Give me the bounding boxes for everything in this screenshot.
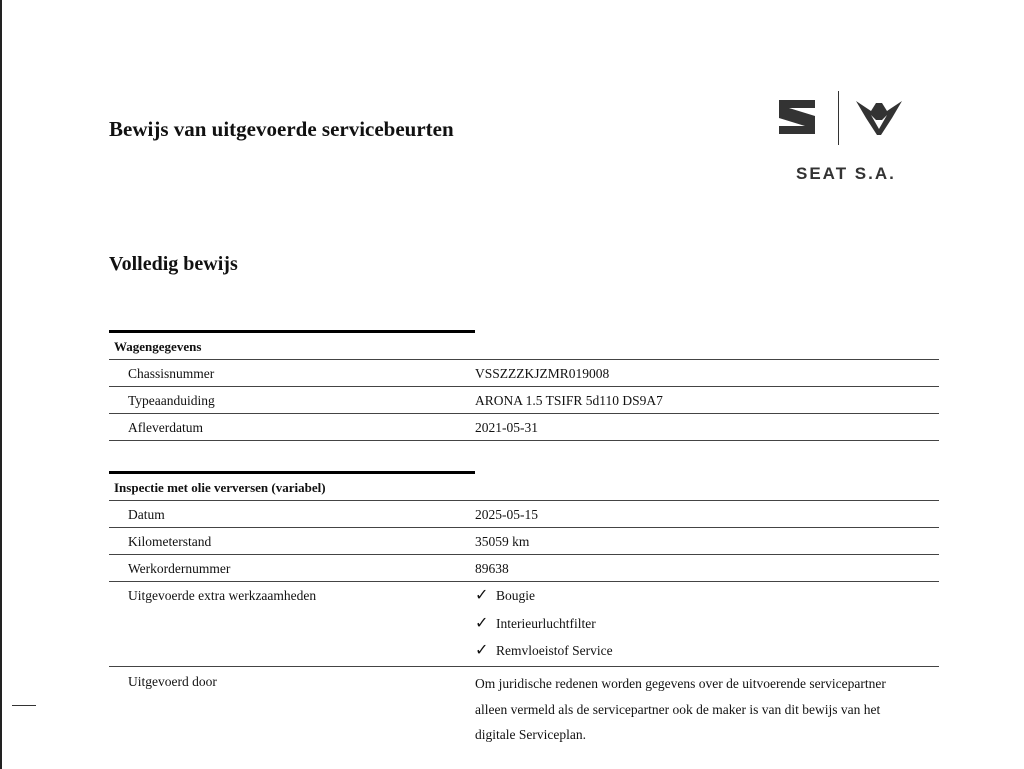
text-line: digitale Serviceplan. — [475, 727, 586, 742]
inspection-section — [109, 471, 939, 749]
text-line: alleen vermeld als de servicepartner ook de maker is van dit bewijs van het — [475, 701, 881, 717]
cupra-logo-icon — [854, 98, 904, 138]
seat-logo-icon — [777, 98, 817, 136]
row-value: 35059 km — [475, 534, 530, 549]
checkmark-icon: ✓ — [475, 587, 489, 604]
list-item — [475, 614, 939, 642]
brand-logo-block — [770, 88, 920, 188]
row-value: VSSZZZKJZMR019008 — [475, 366, 610, 381]
brand-name: SEAT S.A. — [796, 164, 896, 183]
row-label: Typeaanduiding — [128, 393, 215, 408]
table-row-performed-by — [109, 667, 939, 749]
list-item — [475, 641, 939, 669]
table-row-werkordernummer — [109, 555, 939, 582]
text-line: Om juridische redenen worden gegevens over de uitvoerende servicepartner — [475, 676, 886, 691]
list-item — [475, 586, 939, 614]
table-row-afleverdatum — [109, 414, 939, 441]
row-value: ARONA 1.5 TSIFR 5d110 DS9A7 — [475, 393, 663, 408]
table-row-datum — [109, 501, 939, 528]
row-label: Kilometerstand — [128, 534, 212, 549]
checkmark-icon: ✓ — [475, 614, 489, 632]
page-left-edge — [0, 0, 2, 769]
table-row-kilometerstand — [109, 528, 939, 555]
row-label: Chassisnummer — [128, 366, 215, 381]
page-margin-mark — [12, 705, 36, 706]
row-value: 2025-05-15 — [475, 507, 538, 522]
row-label: Uitgevoerde extra werkzaamheden — [128, 588, 317, 603]
list-item-label: Interieurluchtfilter — [496, 615, 596, 631]
checkmark-icon: ✓ — [475, 642, 489, 659]
table-row-typeaanduiding — [109, 387, 939, 414]
document-title: Bewijs van uitgevoerde servicebeurten — [109, 117, 454, 141]
extra-work-list — [475, 582, 939, 666]
row-label: Werkordernummer — [128, 561, 231, 576]
table-row-extra-work — [109, 582, 939, 667]
row-label: Afleverdatum — [128, 420, 203, 435]
row-value: 89638 — [475, 561, 509, 576]
list-item-label: Remvloeistof Service — [496, 643, 613, 658]
vehicle-section-title: Wagengegevens — [109, 333, 939, 360]
row-value: 2021-05-31 — [475, 420, 538, 435]
row-label: Uitgevoerd door — [128, 674, 217, 689]
document-subtitle: Volledig bewijs — [109, 253, 238, 275]
table-row-chassisnummer — [109, 360, 939, 387]
vehicle-section — [109, 330, 939, 441]
logo-divider — [838, 91, 839, 145]
list-item-label: Bougie — [496, 588, 535, 603]
row-label: Datum — [128, 507, 165, 522]
performed-by-text — [475, 667, 939, 749]
inspection-section-title: Inspectie met olie verversen (variabel) — [109, 474, 939, 501]
